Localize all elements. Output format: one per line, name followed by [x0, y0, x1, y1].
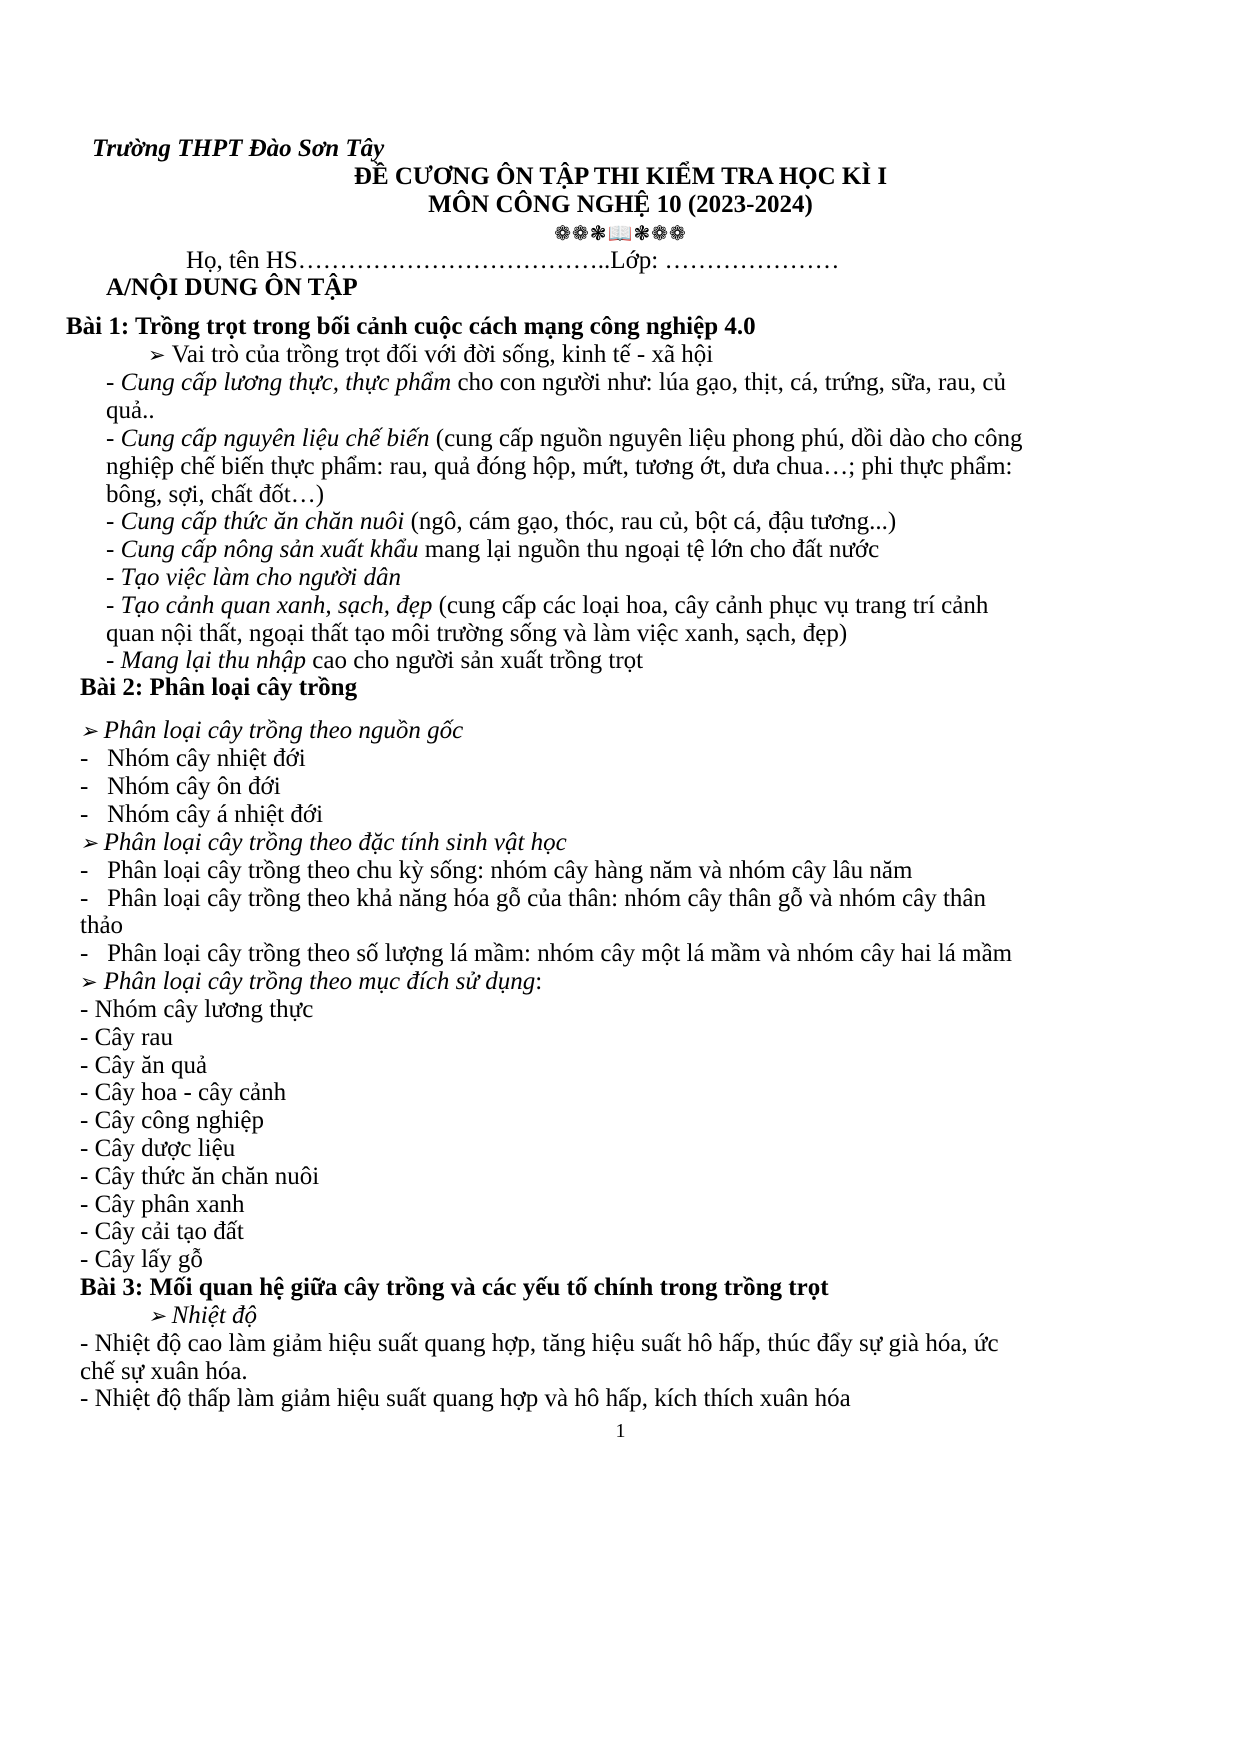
factor-heading: ➢ Nhiệt độ [148, 1302, 258, 1329]
role-line: bông, sợi, chất đốt…) [106, 481, 325, 508]
ornament-row: ❁❁❃📖❃❁❁ [554, 223, 687, 245]
list-item: - Nhóm cây á nhiệt đới [80, 801, 324, 828]
list-item: - Cây dược liệu [80, 1135, 236, 1162]
role-line: - Tạo việc làm cho người dân [106, 564, 401, 591]
list-item: - Cây lấy gỗ [80, 1246, 203, 1273]
paragraph-line: - Nhiệt độ thấp làm giảm hiệu suất quang hợp và hô hấp, kích thích xuân hóa [80, 1385, 851, 1412]
role-line: - Cung cấp nông sản xuất khẩu mang lại nguồn thu ngoại tệ lớn cho đất nước [106, 536, 880, 563]
list-item: - Nhóm cây ôn đới [80, 773, 281, 800]
list-item: - Cây cải tạo đất [80, 1218, 244, 1245]
classification-heading: ➢ Phân loại cây trồng theo nguồn gốc [80, 717, 464, 744]
role-line: quan nội thất, ngoại thất tạo môi trường sống và làm việc xanh, sạch, đẹp) [106, 620, 848, 647]
list-item: - Phân loại cây trồng theo chu kỳ sống: nhóm cây hàng năm và nhóm cây lâu năm [80, 857, 913, 884]
arrow-bullet-icon: ➢ [80, 719, 98, 743]
list-item: - Cây thức ăn chăn nuôi [80, 1163, 320, 1190]
role-line: - Cung cấp nguyên liệu chế biến (cung cấp nguồn nguyên liệu phong phú, dồi dào cho công [106, 425, 1023, 452]
role-line: - Cung cấp thức ăn chăn nuôi (ngô, cám gạo, thóc, rau củ, bột cá, đậu tương...) [106, 508, 897, 535]
heading-text: Vai trò của trồng trọt đối với đời sống, kinh tế - xã hội [171, 341, 714, 368]
arrow-bullet-icon: ➢ [80, 831, 98, 855]
list-item: - Nhóm cây nhiệt đới [80, 745, 306, 772]
list-item: - Cây phân xanh [80, 1191, 245, 1218]
lesson-3-title: Bài 3: Mối quan hệ giữa cây trồng và các yếu tố chính trong trồng trọt [80, 1274, 829, 1301]
list-item: thảo [80, 912, 124, 939]
list-item: - Phân loại cây trồng theo khả năng hóa gỗ của thân: nhóm cây thân gỗ và nhóm cây thân [80, 885, 986, 912]
list-item: - Cây ăn quả [80, 1052, 208, 1079]
section-heading: A/NỘI DUNG ÔN TẬP [106, 274, 358, 301]
arrow-bullet-icon: ➢ [148, 343, 166, 367]
paragraph-line: chế sự xuân hóa. [80, 1358, 248, 1385]
document-title: ĐỀ CƯƠNG ÔN TẬP THI KIỂM TRA HỌC KÌ I [353, 163, 888, 190]
role-line: - Cung cấp lương thực, thực phẩm cho con người như: lúa gạo, thịt, cá, trứng, sữa, rau, củ [106, 369, 1006, 396]
role-line: nghiệp chế biến thực phẩm: rau, quả đóng hộp, mứt, tương ớt, dưa chua…; phi thực phẩm: [106, 453, 1013, 480]
page-number: 1 [615, 1420, 626, 1442]
paragraph-line: - Nhiệt độ cao làm giảm hiệu suất quang hợp, tăng hiệu suất hô hấp, thúc đẩy sự già hóa, ức [80, 1330, 999, 1357]
list-item: - Nhóm cây lương thực [80, 996, 314, 1023]
list-item: - Cây hoa - cây cảnh [80, 1079, 287, 1106]
role-line: - Tạo cảnh quan xanh, sạch, đẹp (cung cấp các loại hoa, cây cảnh phục vụ trang trí cảnh [106, 592, 989, 619]
school-name: Trường THPT Đào Sơn Tây [92, 135, 385, 162]
arrow-bullet-icon: ➢ [148, 1304, 166, 1328]
lesson-1-title: Bài 1: Trồng trọt trong bối cảnh cuộc cách mạng công nghiệp 4.0 [66, 313, 756, 340]
role-line: - Mang lại thu nhập cao cho người sản xuất trồng trọt [106, 647, 644, 674]
student-info-line: Họ, tên HS………………………………..Lớp: ………………… [186, 247, 840, 274]
list-item: - Phân loại cây trồng theo số lượng lá mầm: nhóm cây một lá mầm và nhóm cây hai lá mầm [80, 940, 1013, 967]
lesson-1-heading [148, 340, 713, 370]
classification-heading: ➢ Phân loại cây trồng theo đặc tính sinh vật học [80, 829, 567, 856]
list-item: - Cây công nghiệp [80, 1107, 264, 1134]
list-item: - Cây rau [80, 1024, 174, 1051]
classification-heading: ➢ Phân loại cây trồng theo mục đích sử dụng: [80, 968, 543, 995]
document-subtitle: MÔN CÔNG NGHỆ 10 (2023-2024) [428, 191, 813, 218]
lesson-2-title: Bài 2: Phân loại cây trồng [80, 674, 358, 701]
role-line: quả.. [106, 397, 155, 424]
arrow-bullet-icon: ➢ [80, 970, 98, 994]
